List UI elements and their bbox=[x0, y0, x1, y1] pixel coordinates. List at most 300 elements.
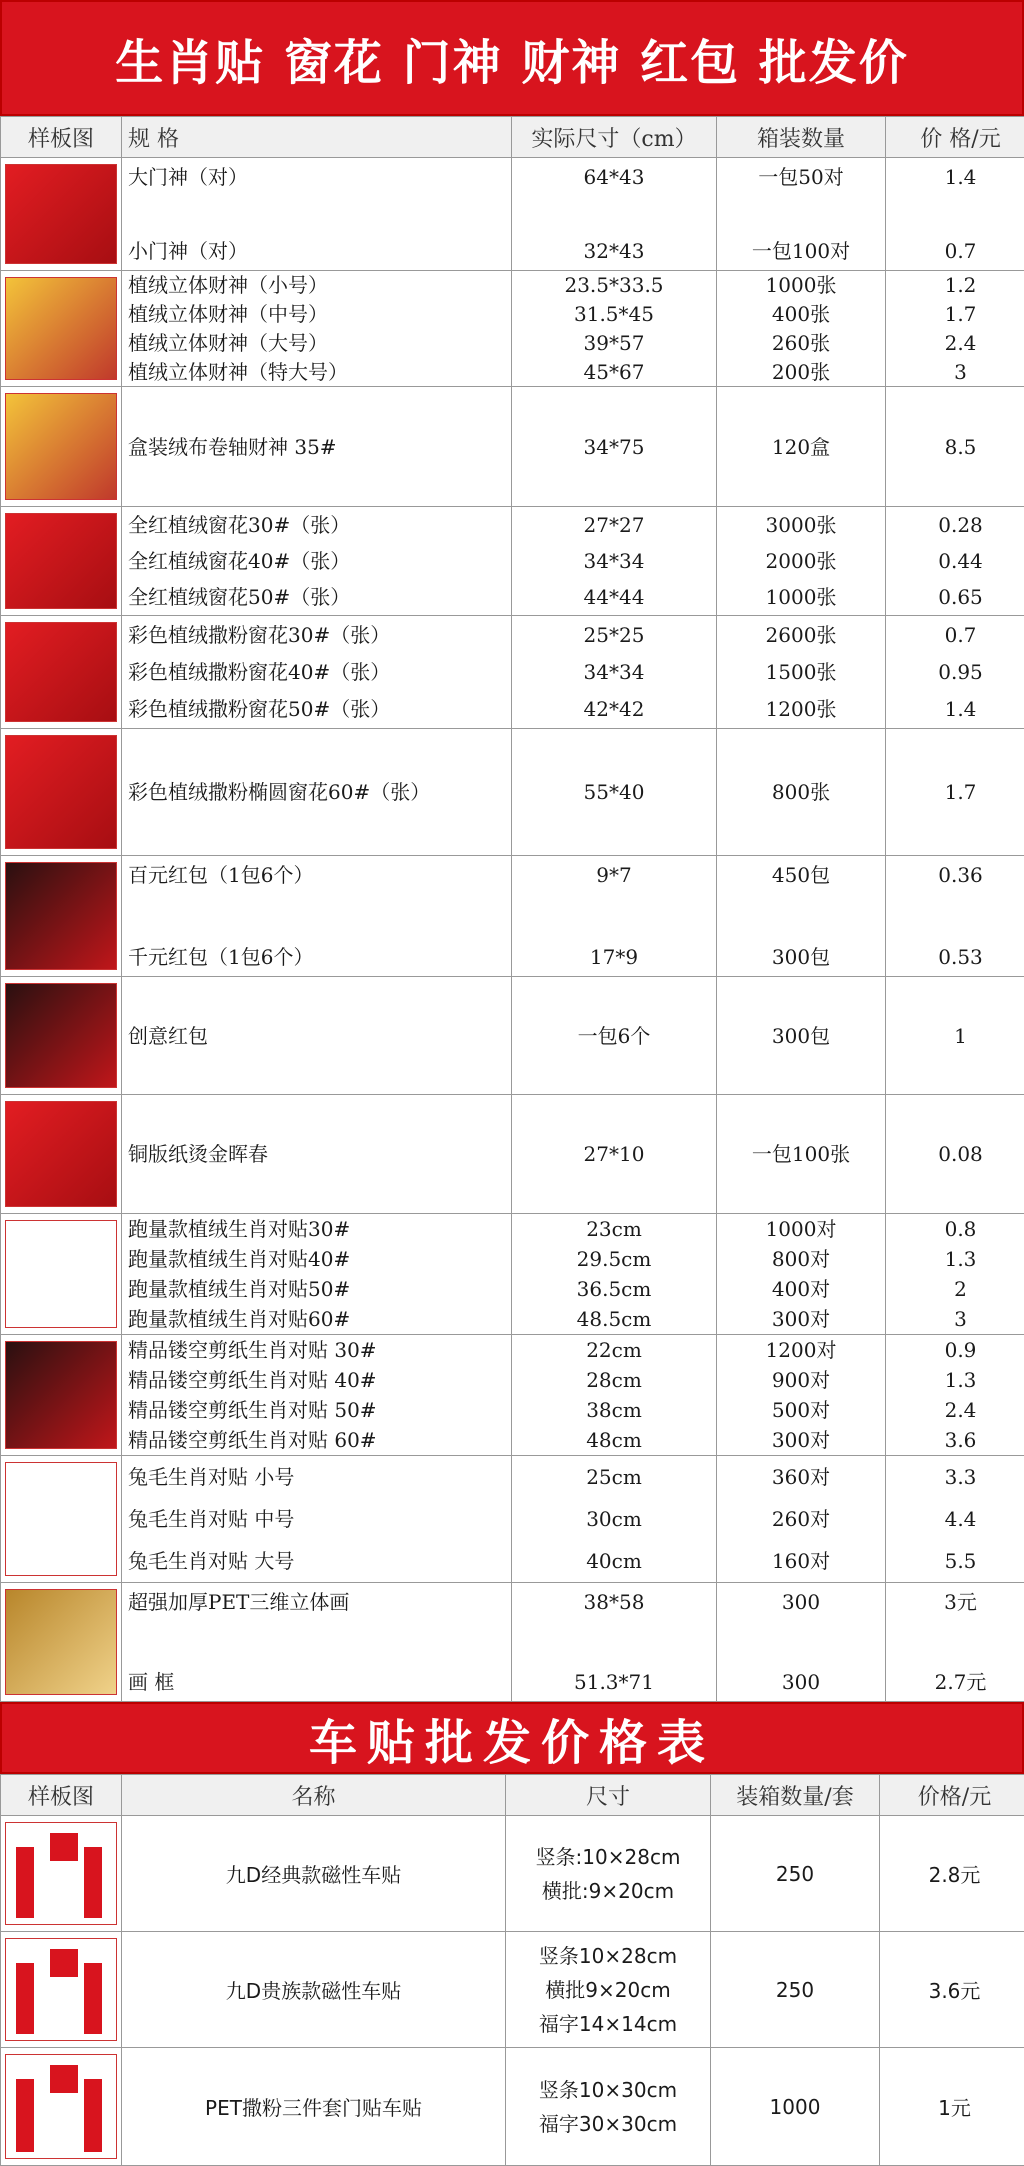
product-size: 30cm bbox=[512, 1506, 716, 1532]
product-name: 跑量款植绒生肖对贴50# bbox=[128, 1276, 511, 1302]
product-price: 1.3 bbox=[886, 1367, 1024, 1393]
car-product-name-cell bbox=[122, 2048, 506, 2166]
product-size: 38*58 bbox=[512, 1589, 716, 1615]
product-quantity: 400对 bbox=[717, 1276, 885, 1302]
car-header-size: 尺寸 bbox=[506, 1775, 711, 1816]
product-name-cell bbox=[122, 1095, 512, 1214]
car-product-price: 1元 bbox=[880, 2092, 1024, 2121]
product-size: 25cm bbox=[512, 1464, 716, 1490]
couplet-strip-icon bbox=[50, 1949, 78, 1977]
table-row bbox=[1, 856, 1024, 977]
sample-image bbox=[5, 735, 117, 849]
sample-cell bbox=[1, 1335, 122, 1456]
product-price-lines bbox=[886, 158, 1024, 270]
product-size: 28cm bbox=[512, 1367, 716, 1393]
couplet-strip-icon bbox=[84, 2079, 102, 2152]
product-quantity: 200张 bbox=[717, 359, 885, 385]
product-size-cell bbox=[512, 1214, 717, 1335]
sample-cell bbox=[1, 271, 122, 387]
product-size: 64*43 bbox=[512, 164, 716, 190]
sample-cell bbox=[1, 1456, 122, 1583]
product-size-cell bbox=[512, 271, 717, 387]
car-product-quantity-cell bbox=[711, 1932, 880, 2048]
table-row bbox=[1, 977, 1024, 1095]
product-size: 34*75 bbox=[512, 434, 716, 460]
header-size: 实际尺寸（cm） bbox=[512, 117, 717, 158]
product-size: 23.5*33.5 bbox=[512, 272, 716, 298]
product-price: 3.6 bbox=[886, 1427, 1024, 1453]
product-size: 36.5cm bbox=[512, 1276, 716, 1302]
product-size-cell bbox=[512, 507, 717, 616]
product-name-cell bbox=[122, 1214, 512, 1335]
product-name: 小门神（对） bbox=[128, 238, 511, 264]
product-quantity: 3000张 bbox=[717, 512, 885, 538]
product-quantity: 300包 bbox=[717, 944, 885, 970]
product-quantity: 1500张 bbox=[717, 659, 885, 685]
product-price: 2.4 bbox=[886, 1397, 1024, 1423]
product-quantity: 300包 bbox=[717, 1023, 885, 1049]
sample-cell bbox=[1, 1095, 122, 1214]
product-price-lines bbox=[886, 977, 1024, 1094]
product-price-cell bbox=[886, 977, 1024, 1095]
product-price-lines bbox=[886, 1583, 1024, 1701]
car-product-quantity-cell bbox=[711, 2048, 880, 2166]
product-table bbox=[0, 116, 1024, 1702]
product-size-cell bbox=[512, 1095, 717, 1214]
product-name-lines bbox=[128, 1456, 511, 1582]
product-name-lines bbox=[128, 387, 511, 506]
header-sample: 样板图 bbox=[1, 117, 122, 158]
product-size-cell bbox=[512, 1583, 717, 1702]
table-row bbox=[1, 1335, 1024, 1456]
product-quantity: 400张 bbox=[717, 301, 885, 327]
car-product-size-lines bbox=[506, 2048, 710, 2165]
product-quantity: 一包50对 bbox=[717, 164, 885, 190]
product-price-cell bbox=[886, 729, 1024, 856]
product-quantity: 一包100对 bbox=[717, 238, 885, 264]
car-header-sample: 样板图 bbox=[1, 1775, 122, 1816]
car-product-price: 2.8元 bbox=[880, 1859, 1024, 1888]
product-price: 3 bbox=[886, 359, 1024, 385]
product-size-lines bbox=[512, 977, 716, 1094]
product-size: 25*25 bbox=[512, 622, 716, 648]
product-size-lines bbox=[512, 1456, 716, 1582]
table-row bbox=[1, 616, 1024, 729]
sample-image bbox=[5, 1589, 117, 1695]
table-row bbox=[1, 1583, 1024, 1702]
product-price: 2 bbox=[886, 1276, 1024, 1302]
product-price-lines bbox=[886, 271, 1024, 386]
product-size-lines bbox=[512, 729, 716, 855]
product-quantity-cell bbox=[717, 507, 886, 616]
product-price-cell bbox=[886, 1214, 1024, 1335]
product-quantity: 300对 bbox=[717, 1427, 885, 1453]
product-size: 27*27 bbox=[512, 512, 716, 538]
product-size: 42*42 bbox=[512, 696, 716, 722]
product-quantity-cell bbox=[717, 387, 886, 507]
car-product-quantity: 1000 bbox=[711, 2095, 879, 2119]
product-quantity-cell bbox=[717, 1583, 886, 1702]
product-name: 植绒立体财神（大号） bbox=[128, 330, 511, 356]
product-price-cell bbox=[886, 387, 1024, 507]
car-product-size-cell bbox=[506, 2048, 711, 2166]
product-name-cell bbox=[122, 1335, 512, 1456]
product-size: 32*43 bbox=[512, 238, 716, 264]
product-price-cell bbox=[886, 271, 1024, 387]
sample-cell bbox=[1, 729, 122, 856]
product-price: 0.44 bbox=[886, 548, 1024, 574]
car-sample-cell bbox=[1, 1932, 122, 2048]
product-name: 千元红包（1包6个） bbox=[128, 944, 511, 970]
product-size-cell bbox=[512, 856, 717, 977]
product-size-lines bbox=[512, 387, 716, 506]
car-product-name: 九D贵族款磁性车贴 bbox=[122, 1975, 505, 2004]
product-size: 29.5cm bbox=[512, 1246, 716, 1272]
product-price: 0.28 bbox=[886, 512, 1024, 538]
product-price-cell bbox=[886, 856, 1024, 977]
product-size: 一包6个 bbox=[512, 1023, 716, 1049]
product-size: 48.5cm bbox=[512, 1306, 716, 1332]
product-size-lines bbox=[512, 856, 716, 976]
product-price: 0.7 bbox=[886, 622, 1024, 648]
sample-image bbox=[5, 1220, 117, 1328]
product-price: 1.2 bbox=[886, 272, 1024, 298]
product-name-cell bbox=[122, 977, 512, 1095]
product-quantity-lines bbox=[717, 158, 885, 270]
product-name: 精品镂空剪纸生肖对贴 40# bbox=[128, 1367, 511, 1393]
couplet-strip-icon bbox=[16, 2079, 34, 2152]
car-table-row bbox=[1, 2048, 1024, 2166]
product-name-cell bbox=[122, 507, 512, 616]
product-price: 0.36 bbox=[886, 862, 1024, 888]
product-name-lines bbox=[128, 977, 511, 1094]
product-quantity: 1000对 bbox=[717, 1216, 885, 1242]
product-size-lines bbox=[512, 271, 716, 386]
car-product-size-cell bbox=[506, 1932, 711, 2048]
product-price-lines bbox=[886, 507, 1024, 615]
product-quantity: 360对 bbox=[717, 1464, 885, 1490]
header-spec: 规 格 bbox=[122, 117, 512, 158]
product-quantity: 160对 bbox=[717, 1548, 885, 1574]
car-product-size: 竖条10×28cm bbox=[506, 1943, 710, 1969]
product-name: 盒装绒布卷轴财神 35# bbox=[128, 434, 511, 460]
car-product-size: 竖条10×30cm bbox=[506, 2077, 710, 2103]
car-product-quantity: 250 bbox=[711, 1862, 879, 1886]
sample-image bbox=[5, 1341, 117, 1449]
product-name-cell bbox=[122, 1583, 512, 1702]
table-row bbox=[1, 271, 1024, 387]
table-row bbox=[1, 729, 1024, 856]
product-quantity: 2600张 bbox=[717, 622, 885, 648]
product-name-lines bbox=[128, 1335, 511, 1455]
sample-image bbox=[5, 277, 117, 380]
product-quantity-cell bbox=[717, 616, 886, 729]
product-size: 55*40 bbox=[512, 779, 716, 805]
car-product-name: PET撒粉三件套门贴车贴 bbox=[122, 2092, 505, 2121]
product-quantity: 500对 bbox=[717, 1397, 885, 1423]
product-price: 3 bbox=[886, 1306, 1024, 1332]
product-quantity: 1000张 bbox=[717, 584, 885, 610]
car-table-header-row bbox=[1, 1775, 1024, 1816]
product-quantity: 260张 bbox=[717, 330, 885, 356]
product-name-lines bbox=[128, 158, 511, 270]
car-product-size-lines bbox=[506, 1932, 710, 2047]
product-price-lines bbox=[886, 1095, 1024, 1213]
sample-image bbox=[5, 393, 117, 500]
couplet-strip-icon bbox=[84, 1963, 102, 2034]
product-quantity: 1000张 bbox=[717, 272, 885, 298]
product-size: 51.3*71 bbox=[512, 1669, 716, 1695]
product-price: 4.4 bbox=[886, 1506, 1024, 1532]
product-quantity: 900对 bbox=[717, 1367, 885, 1393]
product-price: 0.7 bbox=[886, 238, 1024, 264]
product-size-lines bbox=[512, 616, 716, 728]
sample-image bbox=[5, 862, 117, 970]
product-quantity-lines bbox=[717, 1335, 885, 1455]
car-header-name: 名称 bbox=[122, 1775, 506, 1816]
car-product-size-cell bbox=[506, 1816, 711, 1932]
car-product-size-lines bbox=[506, 1816, 710, 1931]
product-quantity: 260对 bbox=[717, 1506, 885, 1532]
product-name: 彩色植绒撒粉窗花30#（张） bbox=[128, 622, 511, 648]
product-size: 44*44 bbox=[512, 584, 716, 610]
car-product-size: 横批9×20cm bbox=[506, 1977, 710, 2003]
couplet-strip-icon bbox=[16, 1963, 34, 2034]
product-price-lines bbox=[886, 616, 1024, 728]
product-quantity-cell bbox=[717, 271, 886, 387]
product-size-lines bbox=[512, 1214, 716, 1334]
car-sample-cell bbox=[1, 2048, 122, 2166]
sample-cell bbox=[1, 977, 122, 1095]
product-name-lines bbox=[128, 507, 511, 615]
product-size: 45*67 bbox=[512, 359, 716, 385]
product-name: 植绒立体财神（特大号） bbox=[128, 359, 511, 385]
product-quantity-lines bbox=[717, 729, 885, 855]
product-name-cell bbox=[122, 856, 512, 977]
product-size-lines bbox=[512, 158, 716, 270]
product-price: 1.4 bbox=[886, 164, 1024, 190]
product-quantity: 1200张 bbox=[717, 696, 885, 722]
product-name: 彩色植绒撒粉窗花50#（张） bbox=[128, 696, 511, 722]
product-size: 48cm bbox=[512, 1427, 716, 1453]
product-price: 1.7 bbox=[886, 779, 1024, 805]
header-price: 价 格/元 bbox=[886, 117, 1024, 158]
product-name-cell bbox=[122, 158, 512, 271]
product-price: 1 bbox=[886, 1023, 1024, 1049]
product-quantity-lines bbox=[717, 1095, 885, 1213]
product-quantity: 800对 bbox=[717, 1246, 885, 1272]
product-price-cell bbox=[886, 1095, 1024, 1214]
couplet-strip-icon bbox=[50, 1833, 78, 1861]
couplet-strip-icon bbox=[50, 2065, 78, 2093]
product-quantity: 300 bbox=[717, 1589, 885, 1615]
product-price: 8.5 bbox=[886, 434, 1024, 460]
product-name: 跑量款植绒生肖对贴60# bbox=[128, 1306, 511, 1332]
sample-image bbox=[5, 622, 117, 722]
car-section-title: 车贴批发价格表 bbox=[0, 1702, 1024, 1774]
product-quantity-lines bbox=[717, 387, 885, 506]
car-product-name-cell bbox=[122, 1932, 506, 2048]
product-name: 创意红包 bbox=[128, 1023, 511, 1049]
couplet-strip-icon bbox=[84, 1847, 102, 1918]
car-product-quantity-cell bbox=[711, 1816, 880, 1932]
product-price: 3元 bbox=[886, 1589, 1024, 1615]
product-name: 彩色植绒撒粉椭圆窗花60#（张） bbox=[128, 779, 511, 805]
product-name-cell bbox=[122, 1456, 512, 1583]
table-row bbox=[1, 387, 1024, 507]
product-price: 5.5 bbox=[886, 1548, 1024, 1574]
product-quantity-cell bbox=[717, 729, 886, 856]
product-quantity-lines bbox=[717, 1456, 885, 1582]
product-quantity-cell bbox=[717, 1335, 886, 1456]
product-size-cell bbox=[512, 1456, 717, 1583]
product-name-lines bbox=[128, 1095, 511, 1213]
product-size: 22cm bbox=[512, 1337, 716, 1363]
sample-image bbox=[5, 513, 117, 609]
product-price: 2.7元 bbox=[886, 1669, 1024, 1695]
product-price-cell bbox=[886, 158, 1024, 271]
product-name-lines bbox=[128, 616, 511, 728]
product-price-lines bbox=[886, 1335, 1024, 1455]
car-product-size: 福字30×30cm bbox=[506, 2111, 710, 2137]
product-size: 27*10 bbox=[512, 1141, 716, 1167]
product-quantity-lines bbox=[717, 856, 885, 976]
product-quantity-cell bbox=[717, 1456, 886, 1583]
table-row bbox=[1, 1095, 1024, 1214]
car-table-row bbox=[1, 1816, 1024, 1932]
product-name: 铜版纸烫金晖春 bbox=[128, 1141, 511, 1167]
product-name: 植绒立体财神（小号） bbox=[128, 272, 511, 298]
car-header-price: 价格/元 bbox=[880, 1775, 1024, 1816]
couplet-strip-icon bbox=[16, 1847, 34, 1918]
car-product-price-cell bbox=[880, 2048, 1024, 2166]
car-sample-cell bbox=[1, 1816, 122, 1932]
product-name-cell bbox=[122, 387, 512, 507]
product-size-cell bbox=[512, 616, 717, 729]
product-quantity-lines bbox=[717, 507, 885, 615]
product-quantity-lines bbox=[717, 1583, 885, 1701]
car-sample-image bbox=[5, 2054, 117, 2159]
sample-image bbox=[5, 983, 117, 1088]
product-price: 1.7 bbox=[886, 301, 1024, 327]
product-name: 兔毛生肖对贴 小号 bbox=[128, 1464, 511, 1490]
product-size: 40cm bbox=[512, 1548, 716, 1574]
product-size: 23cm bbox=[512, 1216, 716, 1242]
product-price: 0.8 bbox=[886, 1216, 1024, 1242]
product-quantity-cell bbox=[717, 1214, 886, 1335]
product-price-lines bbox=[886, 856, 1024, 976]
product-size-lines bbox=[512, 507, 716, 615]
product-name: 精品镂空剪纸生肖对贴 50# bbox=[128, 1397, 511, 1423]
product-name: 精品镂空剪纸生肖对贴 60# bbox=[128, 1427, 511, 1453]
car-sample-image bbox=[5, 1822, 117, 1925]
product-quantity: 1200对 bbox=[717, 1337, 885, 1363]
sample-image bbox=[5, 1462, 117, 1576]
header-quantity: 箱装数量 bbox=[717, 117, 886, 158]
product-name-lines bbox=[128, 729, 511, 855]
table-row bbox=[1, 1214, 1024, 1335]
sample-cell bbox=[1, 1214, 122, 1335]
product-price-cell bbox=[886, 616, 1024, 729]
product-name: 超强加厚PET三维立体画 bbox=[128, 1589, 511, 1615]
product-quantity-lines bbox=[717, 271, 885, 386]
product-quantity-lines bbox=[717, 977, 885, 1094]
product-name: 植绒立体财神（中号） bbox=[128, 301, 511, 327]
product-quantity-cell bbox=[717, 856, 886, 977]
product-size: 39*57 bbox=[512, 330, 716, 356]
product-size-lines bbox=[512, 1583, 716, 1701]
product-name: 画 框 bbox=[128, 1669, 511, 1695]
product-size: 38cm bbox=[512, 1397, 716, 1423]
car-product-price: 3.6元 bbox=[880, 1975, 1024, 2004]
sample-image bbox=[5, 164, 117, 264]
product-name: 全红植绒窗花50#（张） bbox=[128, 584, 511, 610]
product-name-lines bbox=[128, 1583, 511, 1701]
product-name-lines bbox=[128, 1214, 511, 1334]
product-name: 跑量款植绒生肖对贴30# bbox=[128, 1216, 511, 1242]
car-product-size: 竖条:10×28cm bbox=[506, 1844, 710, 1870]
product-price-cell bbox=[886, 1456, 1024, 1583]
car-product-size: 横批:9×20cm bbox=[506, 1878, 710, 1904]
product-quantity: 300对 bbox=[717, 1306, 885, 1332]
product-size: 34*34 bbox=[512, 659, 716, 685]
product-price: 1.3 bbox=[886, 1246, 1024, 1272]
product-name: 彩色植绒撒粉窗花40#（张） bbox=[128, 659, 511, 685]
sample-cell bbox=[1, 1583, 122, 1702]
product-size: 17*9 bbox=[512, 944, 716, 970]
product-name-lines bbox=[128, 856, 511, 976]
car-product-price-cell bbox=[880, 1816, 1024, 1932]
product-quantity: 450包 bbox=[717, 862, 885, 888]
product-size-lines bbox=[512, 1335, 716, 1455]
product-price-lines bbox=[886, 1214, 1024, 1334]
product-name-cell bbox=[122, 729, 512, 856]
product-price-cell bbox=[886, 1335, 1024, 1456]
sample-cell bbox=[1, 387, 122, 507]
product-price: 0.65 bbox=[886, 584, 1024, 610]
product-size-cell bbox=[512, 1335, 717, 1456]
product-name-cell bbox=[122, 616, 512, 729]
product-quantity: 一包100张 bbox=[717, 1141, 885, 1167]
product-quantity: 120盒 bbox=[717, 434, 885, 460]
product-quantity-cell bbox=[717, 158, 886, 271]
product-price-lines bbox=[886, 1456, 1024, 1582]
product-size-lines bbox=[512, 1095, 716, 1213]
product-name: 百元红包（1包6个） bbox=[128, 862, 511, 888]
product-quantity-cell bbox=[717, 1095, 886, 1214]
table-row bbox=[1, 158, 1024, 271]
product-quantity-lines bbox=[717, 616, 885, 728]
product-size: 31.5*45 bbox=[512, 301, 716, 327]
product-name: 跑量款植绒生肖对贴40# bbox=[128, 1246, 511, 1272]
car-product-name-cell bbox=[122, 1816, 506, 1932]
product-size-cell bbox=[512, 977, 717, 1095]
product-price-cell bbox=[886, 507, 1024, 616]
product-name: 兔毛生肖对贴 中号 bbox=[128, 1506, 511, 1532]
product-size: 9*7 bbox=[512, 862, 716, 888]
product-price: 3.3 bbox=[886, 1464, 1024, 1490]
product-quantity: 300 bbox=[717, 1669, 885, 1695]
sample-cell bbox=[1, 856, 122, 977]
product-price: 1.4 bbox=[886, 696, 1024, 722]
product-name: 全红植绒窗花40#（张） bbox=[128, 548, 511, 574]
product-price: 0.95 bbox=[886, 659, 1024, 685]
product-quantity-lines bbox=[717, 1214, 885, 1334]
car-sticker-table bbox=[0, 1774, 1024, 2166]
product-price: 2.4 bbox=[886, 330, 1024, 356]
car-sample-image bbox=[5, 1938, 117, 2041]
table-row bbox=[1, 507, 1024, 616]
